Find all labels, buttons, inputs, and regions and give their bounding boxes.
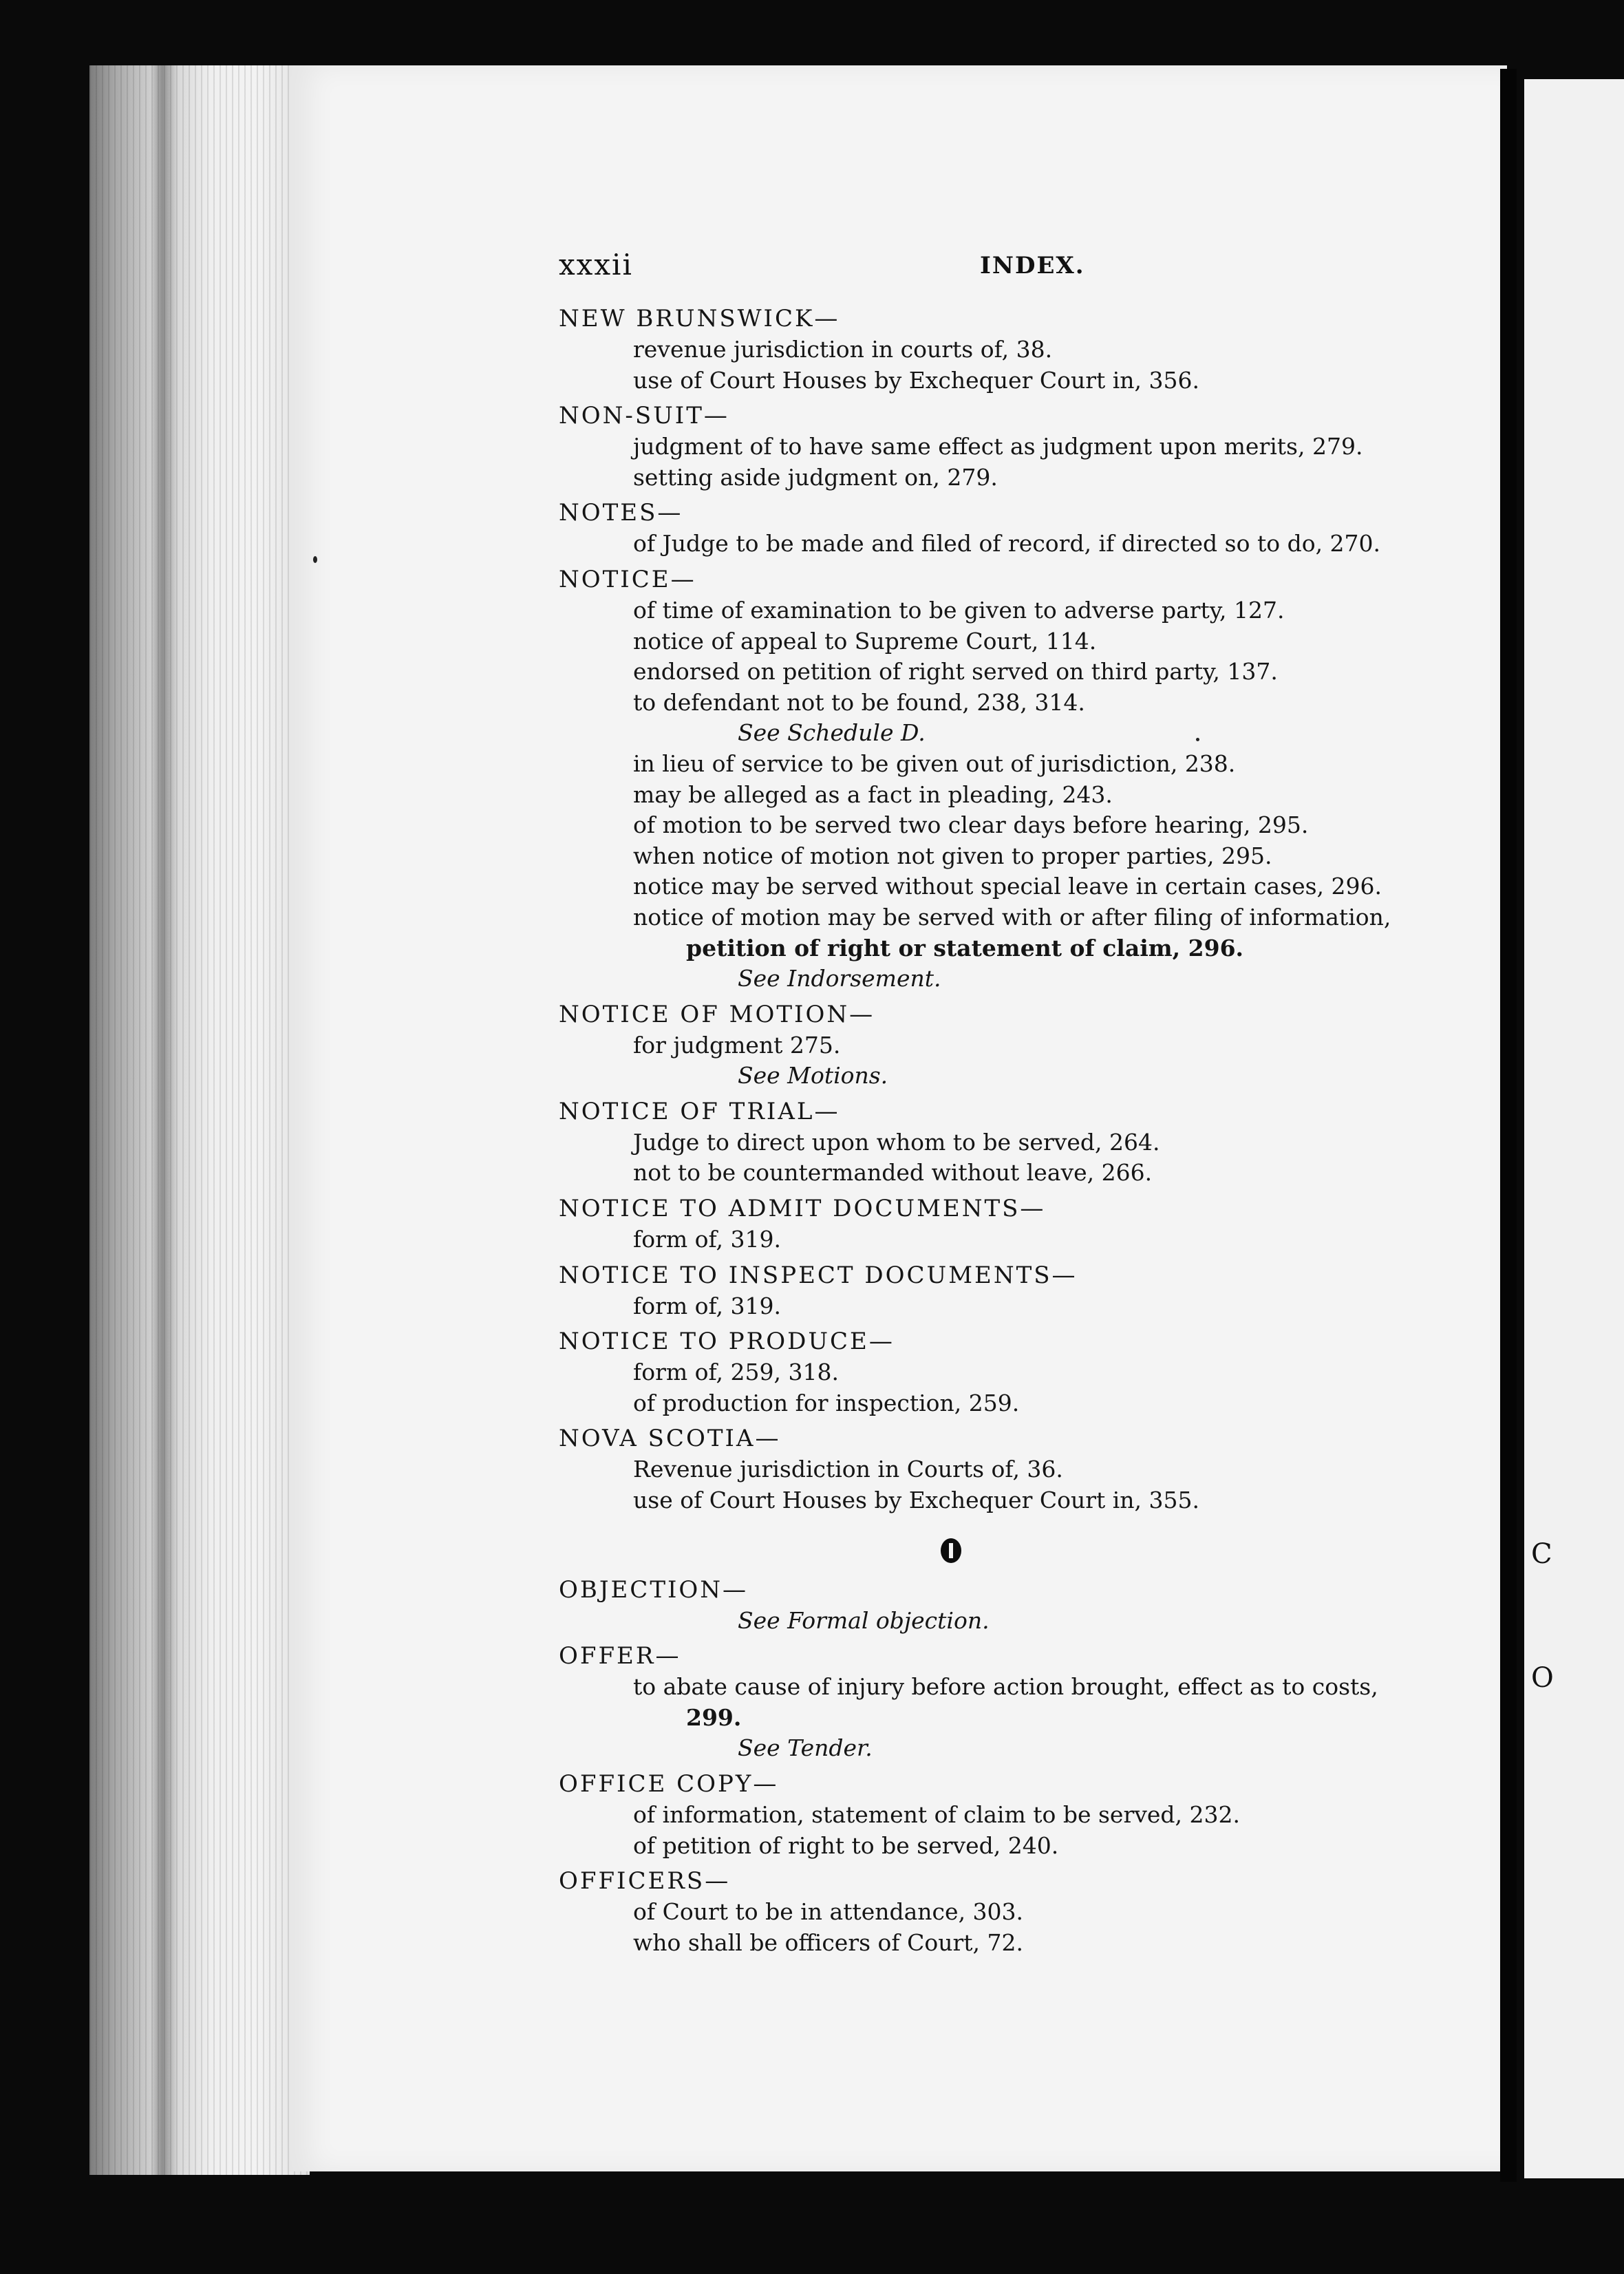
cross-reference: See Formal objection.: [738, 1606, 990, 1634]
entry-line: of Judge to be made and filed of record, if directed so to do, 270.: [633, 530, 1381, 557]
entry-heading: NOTICE OF TRIAL—: [559, 1097, 840, 1125]
entry-heading: NOTES—: [559, 499, 683, 527]
entry-line: of production for inspection, 259.: [633, 1389, 1020, 1416]
gutter-shadow: [1500, 69, 1517, 2182]
entry-heading: NOTICE TO PRODUCE—: [559, 1328, 895, 1356]
entry-line: 299.: [686, 1703, 742, 1731]
entry-heading: NOTICE TO ADMIT DOCUMENTS—: [559, 1195, 1046, 1223]
entry-line: Revenue jurisdiction in Courts of, 36.: [633, 1456, 1063, 1483]
entry-line: setting aside judgment on, 279.: [633, 463, 998, 491]
entry-heading: OBJECTION—: [559, 1575, 749, 1604]
ink-speck: [1196, 738, 1199, 741]
index-entries: [559, 301, 1481, 1962]
entry-heading: NOTICE—: [559, 565, 696, 593]
entry-line: form of, 319.: [633, 1292, 781, 1319]
entry-heading: NON-SUIT—: [559, 402, 729, 430]
entry-heading: OFFER—: [559, 1642, 681, 1670]
index-entry: [559, 1096, 1481, 1189]
cross-reference: See Motions.: [738, 1062, 888, 1090]
entry-line: notice of motion may be served with or after filing of information,: [633, 903, 1391, 931]
entry-line: who shall be officers of Court, 72.: [633, 1928, 1023, 1956]
index-entry: [559, 1768, 1481, 1861]
entry-line: notice of appeal to Supreme Court, 114.: [633, 627, 1097, 655]
page-title: INDEX.: [980, 252, 1085, 279]
entry-heading: NOTICE OF MOTION—: [559, 1000, 875, 1028]
entry-line: when notice of motion not given to proper parties, 295.: [633, 842, 1272, 869]
entry-line: to abate cause of injury before action brought, effect as to costs,: [633, 1673, 1378, 1701]
entry-line: to defendant not to be found, 238, 314.: [633, 688, 1085, 716]
running-head: [559, 248, 1453, 282]
ink-speck: [313, 556, 317, 563]
index-entry: [559, 1423, 1481, 1516]
facing-page-letter: C: [1531, 1538, 1552, 1570]
book-page-edges: [89, 65, 310, 2175]
page-number: xxxii: [559, 248, 633, 281]
entry-heading: NOVA SCOTIA—: [559, 1425, 781, 1453]
index-entry: [559, 999, 1481, 1092]
entry-heading: NOTICE TO INSPECT DOCUMENTS—: [559, 1261, 1078, 1289]
index-entry: [559, 1193, 1481, 1255]
entry-line: of information, statement of claim to be served, 232.: [633, 1801, 1240, 1828]
entry-line: petition of right or statement of claim, 296.: [686, 934, 1244, 961]
entry-line: judgment of to have same effect as judgment upon merits, 279.: [633, 433, 1363, 460]
entry-heading: OFFICE COPY—: [559, 1770, 779, 1798]
entry-line: not to be countermanded without leave, 266.: [633, 1159, 1153, 1187]
entry-heading: OFFICERS—: [559, 1867, 731, 1895]
entry-line: Judge to direct upon whom to be served, 264.: [633, 1128, 1160, 1156]
index-entry: [559, 497, 1481, 560]
section-letter-o: [490, 1524, 1412, 1573]
cross-reference: See Tender.: [738, 1734, 873, 1762]
entry-line: of petition of right to be served, 240.: [633, 1831, 1059, 1859]
index-entry: [559, 564, 1481, 995]
entry-line: revenue jurisdiction in courts of, 38.: [633, 336, 1053, 363]
index-entry: [559, 1326, 1481, 1418]
entry-line: form of, 259, 318.: [633, 1359, 839, 1386]
entry-line: of time of examination to be given to adverse party, 127.: [633, 596, 1285, 624]
entry-line: use of Court Houses by Exchequer Court in, 355.: [633, 1487, 1200, 1514]
cross-reference: See Indorsement.: [738, 965, 941, 992]
index-entry: [559, 303, 1481, 396]
entry-line: of Court to be in attendance, 303.: [633, 1898, 1024, 1926]
index-entry: [559, 1640, 1481, 1764]
entry-line: notice may be served without special leave in certain cases, 296.: [633, 873, 1382, 900]
index-entry: [559, 1865, 1481, 1958]
entry-line: in lieu of service to be given out of jurisdiction, 238.: [633, 750, 1236, 777]
cross-reference: See Schedule D.: [738, 719, 926, 747]
index-entry: [559, 400, 1481, 493]
entry-line: use of Court Houses by Exchequer Court in, 356.: [633, 366, 1200, 394]
entry-line: endorsed on petition of right served on third party, 137.: [633, 658, 1278, 686]
entry-line: form of, 319.: [633, 1226, 781, 1253]
section-letter-glyph: [941, 1538, 961, 1563]
entry-line: for judgment 275.: [633, 1031, 841, 1059]
facing-page: [1524, 79, 1624, 2178]
index-entry: [559, 1574, 1481, 1637]
entry-line: may be alleged as a fact in pleading, 243.: [633, 780, 1113, 808]
facing-page-letter: O: [1531, 1662, 1554, 1694]
index-entry: [559, 1260, 1481, 1322]
entry-heading: NEW BRUNSWICK—: [559, 305, 840, 332]
entry-line: of motion to be served two clear days before hearing, 295.: [633, 811, 1309, 839]
